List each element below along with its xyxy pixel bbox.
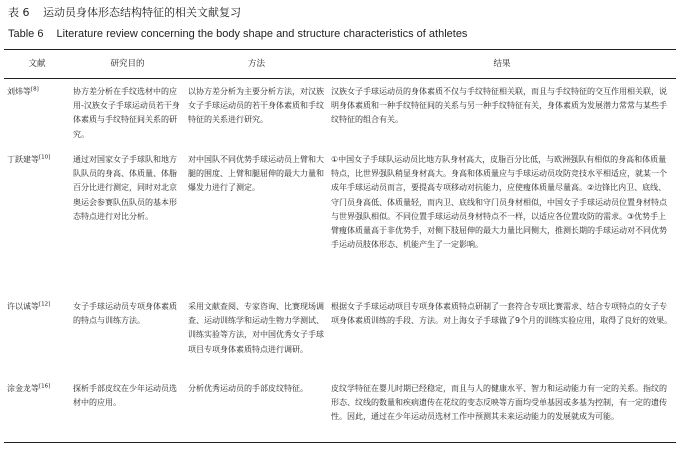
purpose-cell: 通过对国家女子手球队和地方队队员的身高、体质量、体脂百分比进行测定，同时对北京奥运会参赛队伍队员的基本形态特点进行对比分析。: [73, 155, 177, 221]
reference-number: [8]: [31, 86, 39, 93]
header-method: 方法: [185, 50, 328, 79]
header-result: 结果: [328, 50, 676, 79]
table-row: [4, 79, 676, 148]
reference-cell: [4, 376, 70, 443]
table-title-en: Literature review concerning the body shape and structure characteristics of athletes: [56, 28, 468, 40]
author-name: 丁跃建等: [7, 155, 39, 164]
method-cell: 以协方差分析为主要分析方法，对汉族女子手球运动员的若干身体素质和手纹特征的关系进行研究。: [188, 87, 324, 125]
purpose-cell: 女子手球运动员专项身体素质的特点与训练方法。: [73, 302, 177, 326]
purpose-cell: 探析手部皮纹在少年运动员选材中的应用。: [70, 376, 185, 443]
method-cell: 分析优秀运动员的手部皮纹特征。: [185, 376, 328, 443]
table-number-cn: 表 6: [8, 6, 30, 19]
method-cell: 对中国队不同优势手球运动员上臂和大腿的围度、上臂和腿屈伸的最大力量和爆发力进行了测定。: [188, 155, 324, 193]
reference-number: [16]: [39, 383, 51, 390]
table-number-en: Table 6: [8, 28, 44, 40]
table-caption-english: [8, 27, 467, 41]
result-cell: 根据女子手球运动项目专项身体素质特点研制了一套符合专项比赛需求、结合专项特点的女子专项身体素质训练的手段、方法。对上海女子手球做了9个月的训练实验应用，取得了良好的效果。: [331, 302, 673, 326]
reference-cell: [4, 294, 70, 376]
reference-cell: [4, 79, 70, 148]
author-name: 许以诚等: [7, 302, 39, 311]
author-name: 刘炜等: [7, 87, 31, 96]
literature-review-table: [4, 49, 676, 443]
reference-number: [12]: [39, 301, 51, 308]
reference-number: [10]: [39, 154, 51, 161]
table-caption-chinese: [8, 6, 241, 20]
result-cell: 汉族女子手球运动员的身体素质不仅与手纹特征相关联，而且与手纹特征的交互作用相关联，说明身体素质和一种手纹特征间的关系与另一种手纹特征有关，身体素质为发展潜力常常与某些手纹特征的组合有关。: [331, 87, 667, 125]
table-row: [4, 294, 676, 376]
reference-cell: [4, 147, 70, 294]
table-header-row: [4, 50, 676, 79]
header-purpose: 研究目的: [70, 50, 185, 79]
table-row: [4, 147, 676, 294]
purpose-cell: 协方差分析在手纹选材中的应用-汉族女子手球运动员若干身体素质与手纹特征间关系的研究。: [73, 87, 180, 139]
author-name: 涂金龙等: [7, 384, 39, 393]
table-title-cn: 运动员身体形态结构特征的相关文献复习: [43, 6, 241, 19]
table-row: [4, 376, 676, 443]
method-cell: 采用文献查阅、专家咨询、比赛现场调查、运动训练学和运动生物力学测试、训练实验等方法，对中国优秀女子手球项目专项身体素质特点进行调研。: [188, 302, 324, 354]
result-cell: ①中国女子手球队运动员比地方队身材高大，皮脂百分比低，与欧洲强队有相似的身高和体质量特点，比世界强队稍显身材高大。身高和体质量应与手球运动员攻防竞技水平相适应，就某一个成年手球运动员而言，要提高专项移动对抗能力，应使瘦体质量尽量高。②边锋比内卫、底线、守门员身高低、体质量轻，而内卫、底线和守门员身材相似，中国女子手球运动员位置身材特点与世界强队相似。不同位置手球运动员身材特点不一样，以适应各位置攻防的需求。③优势手上臂瘦体质量高于非优势手，对侧下肢屈伸的最大力量比同侧大，推测长期的手球运动对不同优势手运动员肢体形态、机能产生了一定影响。: [331, 155, 667, 250]
header-reference: 文献: [4, 50, 70, 79]
result-cell: 皮纹学特征在婴儿时期已经稳定，而且与人的健康水平、智力和运动能力有一定的关系。指纹的形态、纹线的数量和疾病遗传在花纹的变态反映等方面均受单基因或多基为控制，有一定的遗传性。因此，通过在少年运动员选材工作中预测其未来运动能力的发展就成为可能。: [328, 376, 676, 443]
